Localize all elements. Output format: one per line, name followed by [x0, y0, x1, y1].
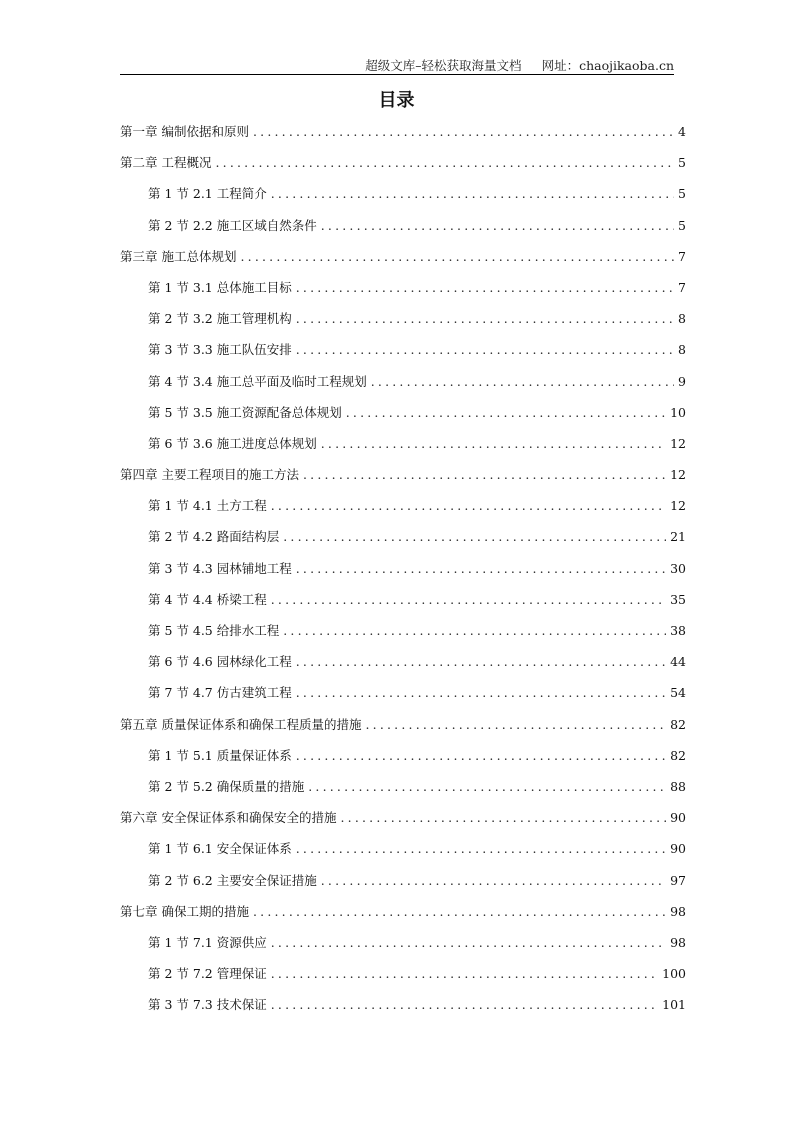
toc-section-entry[interactable] — [120, 746, 686, 777]
toc-entry-label: 第 1 节 5.1 质量保证体系 — [148, 747, 292, 763]
dot-leader — [271, 592, 666, 607]
toc-chapter-entry[interactable] — [120, 153, 686, 184]
toc-entry-page: 101 — [662, 997, 686, 1013]
toc-entry-page: 5 — [678, 186, 686, 202]
toc-entry-label: 第 4 节 3.4 施工总平面及临时工程规划 — [148, 373, 367, 389]
toc-section-entry[interactable] — [120, 340, 686, 371]
dot-leader — [321, 218, 674, 233]
dot-leader — [271, 997, 658, 1012]
dot-leader — [271, 935, 666, 950]
toc-entry-label: 第 2 节 3.2 施工管理机构 — [148, 311, 292, 327]
toc-entry-page: 98 — [670, 934, 686, 950]
dot-leader — [308, 779, 666, 794]
toc-section-entry[interactable] — [120, 621, 686, 652]
toc-entry-label: 第五章 质量保证体系和确保工程质量的措施 — [120, 716, 362, 732]
dot-leader — [283, 623, 666, 638]
toc-section-entry[interactable] — [120, 434, 686, 465]
header-site: 超级文库–轻松获取海量文档 — [365, 58, 522, 73]
toc-chapter-entry[interactable] — [120, 808, 686, 839]
toc-entry-label: 第 2 节 6.2 主要安全保证措施 — [148, 872, 317, 888]
toc-entry-page: 98 — [670, 903, 686, 919]
dot-leader — [271, 966, 658, 981]
dot-leader — [371, 374, 674, 389]
toc-entry-page: 44 — [670, 654, 686, 670]
dot-leader — [303, 467, 666, 482]
toc-section-entry[interactable] — [120, 216, 686, 247]
toc-entry-page: 8 — [678, 311, 686, 327]
dot-leader — [321, 436, 666, 451]
toc-entry-page: 10 — [670, 404, 686, 420]
toc-entry-label: 第四章 主要工程项目的施工方法 — [120, 467, 299, 483]
dot-leader — [296, 561, 666, 576]
page-header — [120, 56, 674, 74]
dot-leader — [215, 155, 674, 170]
toc-section-entry[interactable] — [120, 871, 686, 902]
dot-leader — [321, 873, 666, 888]
toc-entry-label: 第 5 节 3.5 施工资源配备总体规划 — [148, 404, 342, 420]
toc-section-entry[interactable] — [120, 372, 686, 403]
toc-entry-label: 第 1 节 2.1 工程简介 — [148, 186, 267, 202]
toc-entry-label: 第 7 节 4.7 仿古建筑工程 — [148, 685, 292, 701]
toc-entry-label: 第 3 节 7.3 技术保证 — [148, 997, 267, 1013]
toc-entry-page: 82 — [670, 747, 686, 763]
dot-leader — [240, 249, 674, 264]
toc-chapter-entry[interactable] — [120, 122, 686, 153]
toc-entry-page: 90 — [670, 810, 686, 826]
toc-entry-label: 第 4 节 4.4 桥梁工程 — [148, 591, 267, 607]
toc-entry-page: 12 — [670, 435, 686, 451]
toc-entry-label: 第 1 节 7.1 资源供应 — [148, 934, 267, 950]
table-of-contents — [120, 122, 686, 1026]
toc-section-entry[interactable] — [120, 590, 686, 621]
toc-entry-page: 82 — [670, 716, 686, 732]
toc-entry-page: 88 — [670, 778, 686, 794]
toc-section-entry[interactable] — [120, 933, 686, 964]
toc-entry-page: 4 — [678, 124, 686, 139]
toc-chapter-entry[interactable] — [120, 715, 686, 746]
toc-entry-page: 97 — [670, 872, 686, 888]
toc-section-entry[interactable] — [120, 496, 686, 527]
toc-entry-page: 5 — [678, 217, 686, 233]
toc-entry-label: 第 2 节 5.2 确保质量的措施 — [148, 778, 305, 794]
toc-entry-label: 第七章 确保工期的措施 — [120, 903, 249, 919]
toc-entry-page: 21 — [670, 529, 686, 545]
header-rule — [120, 74, 674, 75]
toc-entry-label: 第 2 节 4.2 路面结构层 — [148, 529, 280, 545]
toc-section-entry[interactable] — [120, 559, 686, 590]
toc-entry-label: 第三章 施工总体规划 — [120, 248, 237, 264]
toc-entry-page: 5 — [678, 155, 686, 171]
dot-leader — [296, 280, 674, 295]
toc-entry-label: 第 5 节 4.5 给排水工程 — [148, 623, 280, 638]
toc-entry-page: 7 — [678, 279, 686, 295]
toc-section-entry[interactable] — [120, 309, 686, 340]
toc-section-entry[interactable] — [120, 184, 686, 215]
toc-entry-label: 第 3 节 3.3 施工队伍安排 — [148, 342, 292, 358]
toc-section-entry[interactable] — [120, 652, 686, 683]
toc-chapter-entry[interactable] — [120, 465, 686, 496]
toc-entry-page: 35 — [670, 591, 686, 607]
toc-entry-page: 100 — [662, 966, 686, 982]
toc-entry-page: 8 — [678, 342, 686, 358]
dot-leader — [253, 124, 674, 139]
toc-entry-label: 第 2 节 7.2 管理保证 — [148, 966, 267, 982]
toc-entry-label: 第二章 工程概况 — [120, 155, 212, 171]
toc-entry-page: 54 — [670, 685, 686, 701]
dot-leader — [283, 529, 666, 544]
toc-section-entry[interactable] — [120, 403, 686, 434]
toc-chapter-entry[interactable] — [120, 902, 686, 933]
toc-section-entry[interactable] — [120, 527, 686, 558]
dot-leader — [296, 342, 674, 357]
header-url: 网址：chaojikaoba.cn — [541, 58, 674, 73]
toc-entry-page: 90 — [670, 841, 686, 857]
toc-entry-label: 第 6 节 3.6 施工进度总体规划 — [148, 435, 317, 451]
toc-entry-label: 第 3 节 4.3 园林铺地工程 — [148, 560, 292, 576]
toc-entry-label: 第 1 节 6.1 安全保证体系 — [148, 841, 292, 857]
dot-leader — [296, 748, 666, 763]
dot-leader — [346, 405, 666, 420]
toc-section-entry[interactable] — [120, 964, 686, 995]
toc-section-entry[interactable] — [120, 683, 686, 714]
toc-chapter-entry[interactable] — [120, 247, 686, 278]
toc-entry-label: 第 2 节 2.2 施工区域自然条件 — [148, 217, 317, 233]
toc-entry-page: 7 — [678, 248, 686, 264]
toc-entry-label: 第 6 节 4.6 园林绿化工程 — [148, 654, 292, 670]
dot-leader — [296, 685, 666, 700]
toc-entry-page: 30 — [670, 560, 686, 576]
toc-section-entry[interactable] — [120, 995, 686, 1026]
toc-section-entry[interactable] — [120, 839, 686, 870]
dot-leader — [296, 841, 666, 856]
toc-entry-page: 12 — [670, 467, 686, 483]
page-title: 目录 — [378, 90, 415, 111]
toc-entry-label: 第 1 节 3.1 总体施工目标 — [148, 279, 292, 295]
dot-leader — [365, 717, 666, 732]
toc-section-entry[interactable] — [120, 278, 686, 309]
toc-entry-label: 第一章 编制依据和原则 — [120, 124, 249, 139]
toc-entry-label: 第六章 安全保证体系和确保安全的措施 — [120, 810, 337, 826]
dot-leader — [340, 810, 666, 825]
toc-entry-page: 38 — [670, 623, 686, 638]
dot-leader — [253, 904, 666, 919]
toc-entry-page: 9 — [678, 373, 686, 389]
toc-entry-page: 12 — [670, 498, 686, 514]
dot-leader — [271, 186, 674, 201]
dot-leader — [296, 311, 674, 326]
toc-section-entry[interactable] — [120, 777, 686, 808]
dot-leader — [296, 654, 666, 669]
dot-leader — [271, 498, 666, 513]
toc-entry-label: 第 1 节 4.1 土方工程 — [148, 498, 267, 514]
